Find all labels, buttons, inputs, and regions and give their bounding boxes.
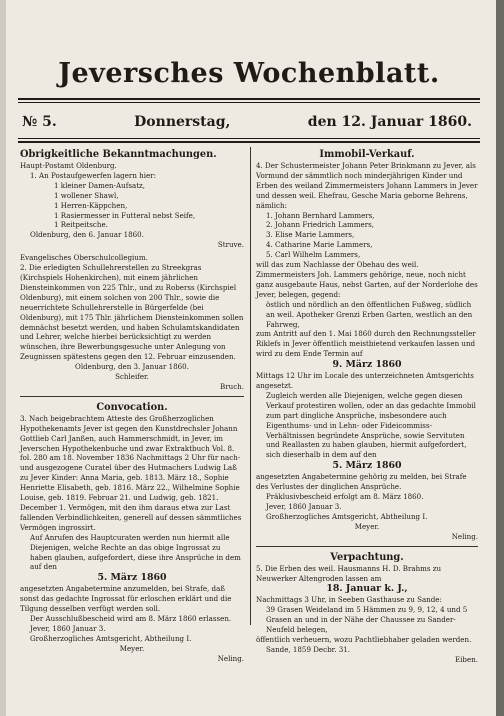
notice-body: öffentlich verheuern, wozu Pachtliebhaber geladen werden. [256,635,472,645]
notice-deadline: 5. März 1860 [332,460,402,472]
notice-authority: Großherzogliches Amtsgericht, Abtheilung I. [266,511,428,521]
section-rule [20,396,244,397]
notice-item: 5. Carl Wilhelm Lammers, [266,250,361,260]
notice-text: Evangelisches Oberschulcollegium. [20,253,148,263]
section-heading-official: Obrigkeitliche Bekanntmachungen. [20,149,217,160]
notice-signature: Meyer. [119,643,145,653]
notice-item: 1 kleiner Damen-Aufsatz, [54,180,146,190]
notice-deadline: 5. März 1860 [97,572,167,584]
rule-top [18,98,480,100]
section-heading-convocation: Convocation. [96,401,168,413]
column-divider [250,147,251,625]
issue-weekday: Donnerstag, [134,114,231,130]
notice-item: 1 Reitpeitsche. [54,220,108,230]
notice-text: 1. An Postaufgewerfen lagern hier: [30,170,156,180]
left-column [20,148,244,663]
notice-body: Mittags 12 Uhr im Locale des unterzeichneten Amtsgerichts angesetzt. [256,371,474,391]
notice-item: 3. Elise Marie Lammers, [266,230,355,240]
notice-authority: Großherzogliches Amtsgericht, Abtheilung I. [30,633,192,643]
notice-signature: Neling. [217,653,244,663]
notice-body: will das zum Nachlasse der Obehau des weil. Zimmermeisters Joh. Lammers gehörige, neue, noch nicht ganz ausgebaute Haus, nebst Garten, auf der Norderlohe des Jever, belegen, gegend: [256,260,478,299]
rule-mid [18,138,480,139]
notice-date: Jever, 1860 Januar 3. [30,623,106,633]
issue-date: den 12. Januar 1860. [307,114,472,130]
notice-signature: Bruch. [220,381,244,391]
notice-date: Jever, 1860 Januar 3. [266,502,342,511]
notice-item: 1 wollener Shawl, [54,190,119,200]
rule-mid-thick [18,141,480,143]
notice-item: 1 Rasiermesser in Futteral nebst Seife, [54,210,196,220]
issue-line [22,114,472,130]
notice-signature: Struve. [217,240,244,250]
notice-body: Nachmittags 3 Uhr, in Seeben Gasthause zu Sande: [256,595,442,605]
notice-item: 1. Johann Bernhard Lammers, [266,210,375,220]
notice-signature: Neling. [451,531,478,541]
notice-deadline: 9. März 1860 [332,359,402,371]
notice-signature: Eiben. [454,654,478,664]
notice-body: östlich und nördlich an den öffentlichen Fußweg, südlich an weil. Apotheker Grenzi Erben Garten, westlich an den Fahrweg, [266,299,473,329]
notice-body: Zugleich werden alle Diejenigen, welche gegen diesen Verkauf protestiren wollen, oder an das gedachte Immobil zum part dingliche Ansprüche, insbesondere auch Eigenthums- und in Lehn- oder Fideicommiss-Verhältnissen begründete Ansprüche, sowie Servituten und Reallasten zu haben glauben, hiermit aufgefordert, sich dieserhalb in dem auf den [266,390,476,460]
notice-item: 4. Catharine Marie Lammers, [266,240,373,250]
notice-body: Auf Anrufen des Hauptcuraten werden nun hiermit alle Diejenigen, welche Rechte an das obige Ingrossat zu haben glauben, aufgefordert, diese ihre Ansprüche in dem auf den [30,532,241,572]
notice-signature: Schleifer. [115,372,149,382]
section-rule [256,546,478,547]
notice-date: Oldenburg, den 3. Januar 1860. [75,362,189,372]
page-edge [0,0,6,716]
notice-body: Der Ausschlußbescheid wird am 8. März 1860 erlassen. [30,614,232,624]
notice-deadline: 18. Januar k. J., [326,583,408,595]
notice-body: 5. Die Erben des weil. Hausmanns H. D. Brahms zu Neuwerker Altengroden lassen am [256,563,442,583]
masthead-title: Jeversches Wochenblatt. [58,58,440,89]
notice-body: Präklusivbescheid erfolgt am 8. März 1860. [266,492,424,502]
notice-body: angesetzten Angabetermine anzumelden, bei Strafe, daß sonst das gedachte Ingrossat für erloschen erklärt und die Tilgung desselben verfügt werden soll. [20,584,232,614]
notice-text: Haupt-Postamt Oldenburg. [20,161,117,170]
notice-item: 2. Johann Friedrich Lammers, [266,220,374,230]
notice-item: 1 Herren-Käppchen, [54,200,128,210]
notice-body: angesetzten Angabetermine gehörig zu melden, bei Strafe des Verlustes der dinglichen Ansprüche. [256,472,467,492]
notice-body: 3. Nach beigebrachtem Atteste des Großherzoglichen Hypothekenamts Jever ist gegen den Kunstdrechsler Johann Gottlieb Carl Janßen, auch Hammerschmidt, in Jever, im Jeverschen Hypothekenbuche und zwar Extraktbuch Vol. 8. fol. 280 am 18. November 1836 Nachmittags 2 Uhr für nach- und ausgezogene Curatel über des Hutmachers Ludwig Laß zu Jever Kinder: Anna Maria, geb. 1813. März 18., Sophie Henriette Elisabeth, geb. 1816. März 22., Wilhelmine Sophie Louise, geb. 1819. Februar 21. und Ludwig, geb. 1821. December 1. Vermögen, mit den ihm daraus etwa zur Last fallenden Verbindlichkeiten, generell auf dessen sämmtliches Vermögen ingrossirt. [20,413,242,532]
notice-date: Oldenburg, den 6. Januar 1860. [30,230,144,240]
section-heading-lease: Verpachtung. [330,551,404,563]
section-heading-immobil: Immobil-Verkauf. [319,149,415,160]
notice-date: Sande, 1859 Decbr. 31. [266,644,351,654]
notice-body: 2. Die erledigten Schullehrerstellen zu Streekgras (Kirchspiels Hohenkirchen), mit einem jährlichen Diensteinkommen von 225 Thlr., und zu Roberss (Kirchspiel Oldenburg), mit einem solchen von 200 Thlr., sowie die neuerrichtete Schullehrerstelle in Bürgerfelde (bei Oldenburg), mit 175 Thlr. jährlichem Diensteinkommen sollen demnächst besetzt werden, und haben Schulamtskandidaten und Lehrer, welche hierbei berücksichtigt zu werden wünschen, ihre Bewerbungsgesuche unter Anlegung von Zeugnissen spätestens gegen den 12. Februar einzusenden. [20,263,244,362]
notice-signature: Meyer. [354,521,380,531]
notice-body: 39 Grasen Weideland im 5 Hämmen zu 9, 9, 12, 4 und 5 Grasen an und in der Nähe der Chaussee zu Sander-Neufeld belegen, [266,605,468,635]
right-column [256,148,478,664]
rule-top-thin [18,102,480,103]
issue-number: № 5. [22,114,57,130]
notice-body: 4. Der Schustermeister Johann Peter Brinkmann zu Jever, als Vormund der sämmtlich noch minderjährigen Kinder und Erben des weiland Zimmermeisters Johann Lammers in Jever und dessen weil. Ehefrau, Gesche Maria geborne Behrens, nämlich: [256,161,478,210]
notice-body: zum Antritt auf den 1. Mai 1860 durch den Rechnungssteller Riklefs in Jever öffentlich meistbietend verkaufen lassen und wird zu dem Ende Termin auf [256,329,476,359]
